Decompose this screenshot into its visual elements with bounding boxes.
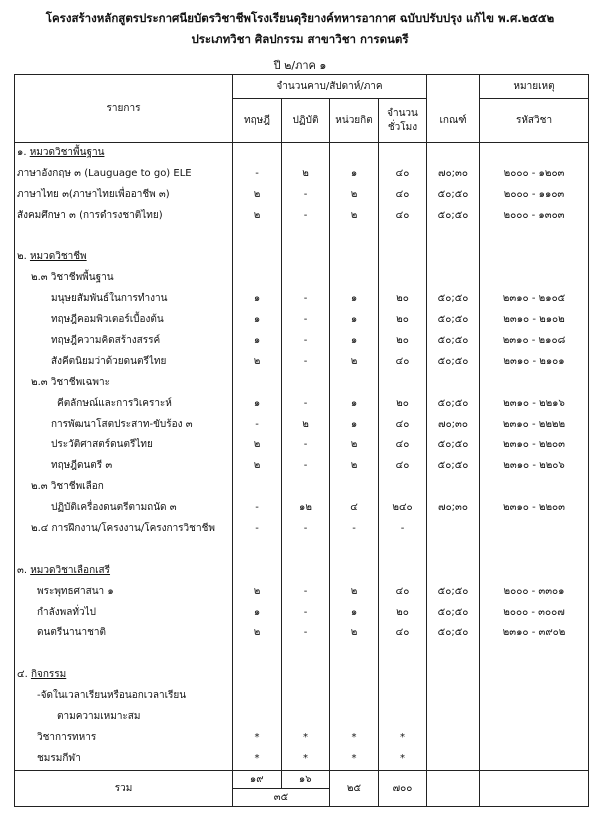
- row-21-code: ๒๐๐๐ - ๓๓๐๑: [503, 585, 565, 597]
- row-14-criteria: ๕๐;๕๐: [437, 439, 469, 451]
- row-10-credits: ๒: [350, 355, 358, 367]
- row-19-label: [15, 540, 232, 561]
- row-28-credits: *: [351, 731, 357, 743]
- row-7-hours: ๒๐: [396, 293, 409, 305]
- row-6-credits: [330, 268, 378, 289]
- row-22-label: กำลังพลทั่วไป: [37, 606, 96, 618]
- row-26-label: -จัดในเวลาเรียนหรือนอกเวลาเรียน: [37, 690, 187, 702]
- row-25-theory: [233, 665, 281, 686]
- row-1-practice: ๒: [302, 167, 309, 179]
- row-21-label: พระพุทธศาสนา ๑: [37, 585, 114, 597]
- row-24-practice: [282, 644, 329, 665]
- row-10-code: ๒๓๑๐ - ๒๑๐๑: [503, 355, 565, 367]
- row-18-theory: -: [255, 523, 259, 535]
- row-24-label: [15, 644, 232, 665]
- row-28-practice: *: [303, 731, 308, 743]
- row-0-label: ๑. หมวดวิชาพื้นฐาน: [17, 147, 105, 158]
- row-10-practice: -: [303, 355, 308, 367]
- row-10-hours: ๔๐: [395, 355, 410, 367]
- row-21-credits: ๒: [350, 585, 358, 597]
- row-24-code: [480, 644, 588, 665]
- row-12-theory: ๑: [253, 397, 261, 409]
- section-heading-underline: กิจกรรม: [30, 669, 67, 681]
- row-1-criteria: ๗๐;๓๐: [438, 167, 468, 179]
- row-20-theory: [233, 561, 281, 582]
- total-split: [233, 771, 329, 806]
- row-26-hours: [379, 686, 426, 707]
- row-15-label: ทฤษฎีดนตรี ๓: [51, 460, 113, 472]
- row-12-credits: ๑: [350, 397, 358, 409]
- row-23-credits: ๒: [350, 627, 358, 639]
- row-13-credits: ๑: [350, 418, 358, 430]
- row-0-theory: [233, 143, 281, 164]
- row-5-criteria: [427, 247, 479, 268]
- row-12-criteria: ๕๐;๕๐: [437, 397, 469, 409]
- row-8-code: ๒๓๑๐ - ๒๑๐๒: [503, 314, 565, 326]
- row-14-theory: ๒: [253, 439, 261, 451]
- row-21-practice: -: [303, 585, 308, 597]
- row-16-criteria: [427, 477, 479, 498]
- row-23-criteria: ๕๐;๕๐: [437, 627, 469, 639]
- row-17-credits: ๔: [350, 502, 358, 514]
- row-28-theory: *: [254, 731, 260, 743]
- row-7-practice: -: [303, 293, 308, 305]
- row-19-code: [480, 540, 588, 561]
- row-10-criteria: ๕๐;๕๐: [437, 355, 469, 367]
- row-9-code: ๒๓๑๐ - ๒๑๐๘: [502, 335, 566, 347]
- row-22-criteria: ๕๐;๕๐: [437, 606, 469, 618]
- row-13-theory: -: [255, 418, 259, 430]
- row-15-hours: ๔๐: [395, 460, 410, 472]
- total-theory-practice-sum: ๓๕: [273, 791, 289, 803]
- row-16-theory: [233, 477, 281, 498]
- section-heading-underline: หมวดวิชาเลือกเสรี: [30, 564, 111, 576]
- col-items: [15, 143, 233, 771]
- row-22-hours: ๒๐: [396, 606, 409, 618]
- row-18-practice: -: [303, 523, 308, 535]
- row-17-criteria: ๗๐;๓๐: [438, 502, 468, 514]
- row-18-label: ๒.๔ การฝึกงาน/โครงงาน/โครงการวิชาชีพ: [31, 523, 215, 535]
- row-4-credits: [330, 227, 378, 248]
- row-4-code: [480, 227, 588, 248]
- col-credits: [330, 143, 379, 771]
- header-credits: หน่วยกิต: [330, 99, 379, 143]
- row-27-credits: [330, 707, 378, 728]
- row-24-credits: [330, 644, 378, 665]
- row-18-hours: -: [400, 523, 405, 535]
- row-9-theory: ๑: [253, 335, 261, 347]
- header-remarks: หมายเหตุ: [480, 75, 589, 99]
- curriculum-table: [14, 74, 589, 807]
- total-practice: ๑๖: [281, 771, 329, 789]
- row-16-hours: [379, 477, 426, 498]
- row-29-code: [480, 749, 588, 770]
- row-10-theory: ๒: [253, 355, 261, 367]
- total-code-empty: [480, 770, 589, 806]
- row-8-practice: -: [303, 314, 308, 326]
- row-18-credits: -: [352, 523, 356, 535]
- row-13-practice: ๒: [302, 418, 309, 430]
- row-23-hours: ๔๐: [395, 627, 410, 639]
- row-0-code: [480, 143, 588, 164]
- row-6-practice: [282, 268, 329, 289]
- row-28-criteria: [427, 728, 479, 749]
- row-21-criteria: ๕๐;๕๐: [437, 585, 469, 597]
- row-19-theory: [233, 540, 281, 561]
- row-11-theory: [233, 373, 281, 394]
- header-total-hours-line1: จำนวน: [387, 107, 418, 119]
- row-17-label: ปฏิบัติเครื่องดนตรีตามถนัด ๓: [51, 502, 177, 514]
- document-title: โครงสร้างหลักสูตรประกาศนียบัตรวิชาชีพโรงเรียนดุริยางค์ทหารอากาศ ฉบับปรับปรุง แก้ไข พ.ศ.๒๕๕๒: [45, 11, 555, 25]
- row-7-credits: ๑: [350, 293, 358, 305]
- section-heading-underline: หมวดวิชาพื้นฐาน: [29, 147, 105, 158]
- row-7-code: ๒๓๑๐ - ๒๑๐๕: [502, 293, 566, 305]
- row-28-hours: *: [400, 731, 405, 743]
- row-11-credits: [330, 373, 378, 394]
- row-5-label: ๒. หมวดวิชาชีพ: [17, 251, 87, 263]
- row-28-label: วิชาการทหาร: [37, 731, 97, 743]
- row-14-credits: ๒: [350, 439, 358, 451]
- row-19-practice: [282, 540, 329, 561]
- row-26-code: [480, 686, 588, 707]
- row-27-criteria: [427, 707, 479, 728]
- row-22-credits: ๑: [350, 606, 358, 618]
- row-3-practice: -: [303, 209, 308, 221]
- header-total-hours-line2: ชั่วโมง: [387, 121, 418, 133]
- row-0-practice: [282, 143, 329, 164]
- row-16-label: ๒.๓ วิชาชีพเลือก: [31, 481, 104, 493]
- row-0-hours: [379, 143, 426, 164]
- row-0-credits: [330, 143, 378, 164]
- row-23-theory: ๒: [253, 627, 261, 639]
- row-11-code: [480, 373, 588, 394]
- header-theory: ทฤษฎี: [233, 99, 282, 143]
- row-27-code: [480, 707, 588, 728]
- row-9-credits: ๑: [350, 335, 358, 347]
- row-13-label: การพัฒนาโสตประสาท-ขับร้อง ๓: [51, 418, 193, 430]
- header-code: รหัสวิชา: [480, 99, 589, 143]
- row-3-code: ๒๐๐๐ - ๑๓๐๓: [503, 209, 565, 221]
- row-26-practice: [282, 686, 329, 707]
- row-6-hours: [379, 268, 426, 289]
- row-28-code: [480, 728, 588, 749]
- row-4-label: [15, 227, 232, 248]
- row-1-credits: ๑: [350, 167, 358, 179]
- row-2-label: ภาษาไทย ๓(ภาษาไทยเพื่ออาชีพ ๓): [17, 188, 170, 200]
- col-hours: [379, 143, 427, 771]
- row-14-code: ๒๓๑๐ - ๒๒๐๓: [503, 439, 565, 451]
- row-29-criteria: [427, 749, 479, 770]
- row-3-hours: ๔๐: [395, 209, 410, 221]
- row-21-hours: ๔๐: [395, 585, 410, 597]
- row-5-theory: [233, 247, 281, 268]
- col-code: [480, 143, 589, 771]
- row-1-hours: ๔๐: [395, 167, 410, 179]
- header-hours-group: จำนวนคาบ/สัปดาห์/ภาค: [233, 75, 427, 99]
- row-2-theory: ๒: [253, 188, 261, 200]
- row-29-label: ชมรมกีฬา: [37, 752, 81, 764]
- row-2-practice: -: [303, 188, 308, 200]
- row-20-practice: [282, 561, 329, 582]
- row-15-code: ๒๓๑๐ - ๒๒๐๖: [503, 460, 565, 472]
- document-subtitle: ประเภทวิชา ศิลปกรรม สาขาวิชา การดนตรี: [191, 32, 409, 46]
- header-items: รายการ: [15, 75, 233, 143]
- row-22-code: ๒๐๐๐ - ๓๐๐๗: [503, 606, 565, 618]
- row-22-practice: -: [303, 606, 308, 618]
- row-20-credits: [330, 561, 378, 582]
- row-5-practice: [282, 247, 329, 268]
- row-6-theory: [233, 268, 281, 289]
- row-23-label: ดนตรีนานาชาติ: [37, 627, 106, 639]
- row-12-practice: -: [303, 397, 308, 409]
- row-15-theory: ๒: [253, 460, 261, 472]
- row-15-credits: ๒: [350, 460, 358, 472]
- row-2-criteria: ๕๐;๕๐: [437, 188, 469, 200]
- row-26-theory: [233, 686, 281, 707]
- row-27-label: ตามความเหมาะสม: [57, 711, 141, 723]
- row-18-criteria: [427, 519, 479, 540]
- row-20-hours: [379, 561, 426, 582]
- header-practice: ปฏิบัติ: [282, 99, 330, 143]
- row-8-credits: ๑: [350, 314, 358, 326]
- row-15-practice: -: [303, 460, 308, 472]
- row-20-code: [480, 561, 588, 582]
- row-24-criteria: [427, 644, 479, 665]
- row-19-criteria: [427, 540, 479, 561]
- row-21-theory: ๒: [253, 585, 261, 597]
- row-16-code: [480, 477, 588, 498]
- header-criteria-top: [427, 75, 480, 99]
- row-9-practice: -: [303, 335, 308, 347]
- row-18-code: [480, 519, 588, 540]
- row-17-code: ๒๓๑๐ - ๒๒๐๓: [503, 502, 565, 514]
- row-24-hours: [379, 644, 426, 665]
- row-1-label: ภาษาอังกฤษ ๓ (Lauguage to go) ELE: [17, 167, 192, 179]
- col-criteria: [427, 143, 480, 771]
- row-17-practice: ๑๒: [299, 502, 312, 514]
- row-11-practice: [282, 373, 329, 394]
- row-12-hours: ๒๐: [396, 397, 409, 409]
- row-11-label: ๒.๓ วิชาชีพเฉพาะ: [31, 376, 110, 388]
- row-23-code: ๒๓๑๐ - ๓๙๐๒: [502, 627, 566, 639]
- row-22-theory: ๑: [253, 606, 261, 618]
- total-theory-practice: [233, 770, 330, 806]
- row-13-criteria: ๗๐;๓๐: [438, 418, 468, 430]
- row-3-theory: ๒: [253, 209, 261, 221]
- col-practice: [282, 143, 330, 771]
- row-6-criteria: [427, 268, 479, 289]
- row-7-criteria: ๕๐;๕๐: [437, 293, 469, 305]
- row-29-credits: *: [351, 752, 357, 764]
- row-25-label: ๔. กิจกรรม: [17, 669, 67, 681]
- row-27-hours: [379, 707, 426, 728]
- row-20-criteria: [427, 561, 479, 582]
- row-16-practice: [282, 477, 329, 498]
- total-criteria-empty: [427, 770, 480, 806]
- row-3-credits: ๒: [350, 209, 358, 221]
- section-heading-underline: หมวดวิชาชีพ: [29, 251, 87, 263]
- row-14-label: ประวัติศาสตร์ดนตรีไทย: [51, 439, 153, 451]
- row-4-practice: [282, 227, 329, 248]
- total-hours: ๗๐๐: [379, 770, 427, 806]
- row-19-hours: [379, 540, 426, 561]
- row-26-criteria: [427, 686, 479, 707]
- row-8-criteria: ๕๐;๕๐: [437, 314, 469, 326]
- row-6-code: [480, 268, 588, 289]
- row-10-label: สังคีตนิยมว่าด้วยดนตรีไทย: [51, 355, 167, 367]
- row-7-label: มนุษยสัมพันธ์ในการทำงาน: [51, 293, 168, 305]
- row-24-theory: [233, 644, 281, 665]
- row-11-criteria: [427, 373, 479, 394]
- header-total-hours: [379, 99, 427, 143]
- row-27-practice: [282, 707, 329, 728]
- total-credits: ๒๕: [330, 770, 379, 806]
- row-9-criteria: ๕๐;๕๐: [437, 335, 469, 347]
- row-5-code: [480, 247, 588, 268]
- row-13-code: ๒๓๑๐ - ๒๒๒๒: [502, 418, 566, 430]
- row-15-criteria: ๕๐;๕๐: [437, 460, 469, 472]
- row-23-practice: -: [303, 627, 308, 639]
- row-1-theory: -: [255, 167, 259, 179]
- row-5-credits: [330, 247, 378, 268]
- row-2-hours: ๔๐: [395, 188, 410, 200]
- row-14-hours: ๔๐: [395, 439, 410, 451]
- row-12-code: ๒๓๑๐ - ๒๒๑๖: [503, 397, 565, 409]
- row-17-theory: -: [255, 502, 259, 514]
- row-2-credits: ๒: [350, 188, 358, 200]
- row-13-hours: ๔๐: [395, 418, 410, 430]
- row-3-label: สังคมศึกษา ๓ (การดำรงชาติไทย): [17, 209, 163, 221]
- row-25-code: [480, 665, 588, 686]
- row-20-label: ๓. หมวดวิชาเลือกเสรี: [17, 564, 111, 576]
- total-label: รวม: [15, 770, 233, 806]
- row-6-label: ๒.๓ วิชาชีพพื้นฐาน: [31, 272, 114, 284]
- row-29-practice: *: [303, 752, 308, 764]
- row-8-theory: ๑: [253, 314, 261, 326]
- semester-label: ปี ๒/ภาค ๑: [273, 59, 327, 72]
- total-theory: ๑๙: [233, 771, 281, 789]
- row-0-criteria: [427, 143, 479, 164]
- row-5-hours: [379, 247, 426, 268]
- row-4-hours: [379, 227, 426, 248]
- row-9-label: ทฤษฎีความคิดสร้างสรรค์: [51, 335, 161, 347]
- row-11-hours: [379, 373, 426, 394]
- row-8-hours: ๒๐: [396, 314, 409, 326]
- row-25-practice: [282, 665, 329, 686]
- row-26-credits: [330, 686, 378, 707]
- row-1-code: ๒๐๐๐ - ๑๒๐๓: [503, 167, 565, 179]
- row-17-hours: ๒๔๐: [392, 502, 413, 514]
- col-theory: [233, 143, 282, 771]
- row-29-hours: *: [400, 752, 405, 764]
- row-27-theory: [233, 707, 281, 728]
- row-2-code: ๒๐๐๐ - ๑๑๐๓: [503, 188, 565, 200]
- row-7-theory: ๑: [253, 293, 261, 305]
- row-29-theory: *: [254, 752, 260, 764]
- row-4-theory: [233, 227, 281, 248]
- row-25-criteria: [427, 665, 479, 686]
- row-14-practice: -: [303, 439, 308, 451]
- header-criteria: เกณฑ์: [427, 99, 480, 143]
- row-25-hours: [379, 665, 426, 686]
- row-9-hours: ๒๐: [396, 335, 409, 347]
- row-3-criteria: ๕๐;๕๐: [437, 209, 469, 221]
- row-16-credits: [330, 477, 378, 498]
- row-4-criteria: [427, 227, 479, 248]
- row-12-label: คีตลักษณ์และการวิเคราะห์: [57, 397, 172, 409]
- row-8-label: ทฤษฎีคอมพิวเตอร์เบื้องต้น: [51, 314, 164, 326]
- row-19-credits: [330, 540, 378, 561]
- row-25-credits: [330, 665, 378, 686]
